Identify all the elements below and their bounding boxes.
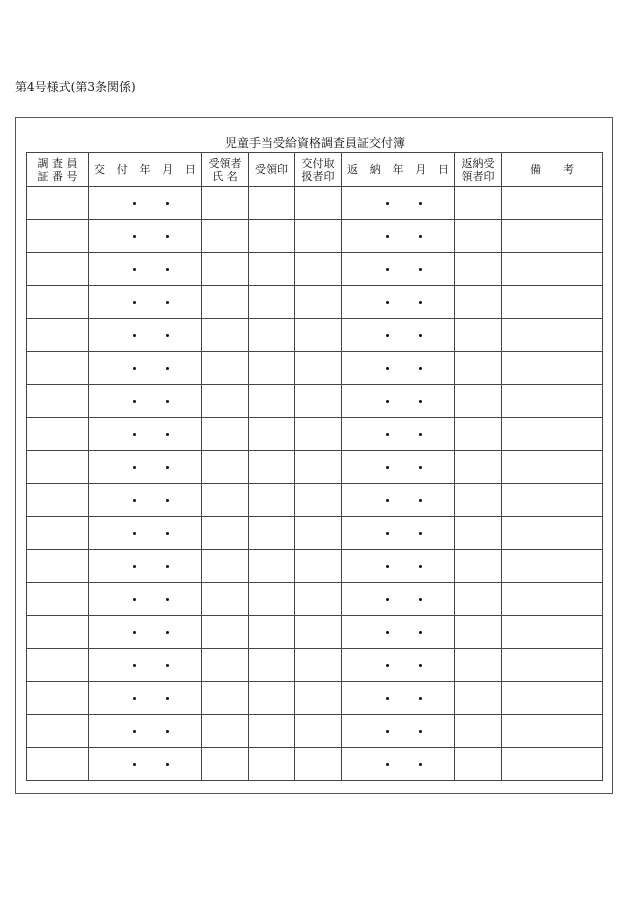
return-date-cell[interactable] (342, 253, 455, 286)
id-number-cell[interactable] (27, 583, 89, 616)
date-separator-dot (419, 532, 422, 535)
date-separator-dot (133, 730, 136, 733)
remarks-cell[interactable] (502, 484, 603, 517)
date-separator-dot (166, 598, 169, 601)
remarks-cell[interactable] (502, 583, 603, 616)
id-number-cell[interactable] (27, 616, 89, 649)
return-receiver-seal-cell[interactable] (455, 451, 502, 484)
return-date-cell[interactable] (342, 418, 455, 451)
date-separator-dot (419, 433, 422, 436)
date-separator-dot (133, 499, 136, 502)
receipt-seal-cell[interactable] (249, 319, 295, 352)
date-separator-dot (386, 565, 389, 568)
date-separator-dot (166, 433, 169, 436)
table-row (27, 286, 603, 319)
date-separator-dot (133, 433, 136, 436)
date-separator-dot (419, 202, 422, 205)
return-date-cell[interactable] (342, 220, 455, 253)
date-separator-dot (386, 301, 389, 304)
recipient-name-cell[interactable] (202, 748, 249, 781)
date-separator-dot (386, 532, 389, 535)
return-date-cell[interactable] (342, 682, 455, 715)
ledger-table (26, 152, 603, 781)
id-number-cell[interactable] (27, 385, 89, 418)
issuer-seal-cell[interactable] (295, 583, 342, 616)
date-separator-dot (419, 301, 422, 304)
receipt-seal-cell[interactable] (249, 451, 295, 484)
remarks-cell[interactable] (502, 616, 603, 649)
return-receiver-seal-cell[interactable] (455, 385, 502, 418)
recipient-name-cell[interactable] (202, 319, 249, 352)
issuer-seal-cell[interactable] (295, 550, 342, 583)
issue-date-cell[interactable] (89, 418, 202, 451)
header-issue-date (89, 153, 202, 187)
table-row (27, 187, 603, 220)
date-separator-dot (419, 763, 422, 766)
recipient-name-cell[interactable] (202, 484, 249, 517)
receipt-seal-cell[interactable] (249, 748, 295, 781)
table-row (27, 253, 603, 286)
issue-date-cell[interactable] (89, 715, 202, 748)
return-date-cell[interactable] (342, 484, 455, 517)
date-separator-dot (386, 598, 389, 601)
remarks-cell[interactable] (502, 550, 603, 583)
issue-date-cell[interactable] (89, 517, 202, 550)
issue-date-cell[interactable] (89, 220, 202, 253)
date-separator-dot (166, 268, 169, 271)
table-row (27, 319, 603, 352)
table-row (27, 616, 603, 649)
return-date-cell[interactable] (342, 187, 455, 220)
date-separator-dot (386, 367, 389, 370)
return-receiver-seal-cell[interactable] (455, 715, 502, 748)
issuer-seal-cell[interactable] (295, 715, 342, 748)
id-number-cell[interactable] (27, 649, 89, 682)
issue-date-cell[interactable] (89, 319, 202, 352)
id-number-cell[interactable] (27, 220, 89, 253)
date-separator-dot (166, 301, 169, 304)
date-separator-dot (166, 664, 169, 667)
date-separator-dot (419, 631, 422, 634)
date-separator-dot (386, 268, 389, 271)
issuer-seal-cell[interactable] (295, 451, 342, 484)
remarks-cell[interactable] (502, 352, 603, 385)
remarks-cell[interactable] (502, 187, 603, 220)
return-date-cell[interactable] (342, 583, 455, 616)
recipient-name-cell[interactable] (202, 451, 249, 484)
remarks-cell[interactable] (502, 649, 603, 682)
date-separator-dot (133, 466, 136, 469)
recipient-name-cell[interactable] (202, 385, 249, 418)
receipt-seal-cell[interactable] (249, 649, 295, 682)
receipt-seal-cell[interactable] (249, 253, 295, 286)
date-separator-dot (419, 598, 422, 601)
return-receiver-seal-cell[interactable] (455, 616, 502, 649)
date-separator-dot (386, 466, 389, 469)
issuer-seal-cell[interactable] (295, 286, 342, 319)
remarks-cell[interactable] (502, 319, 603, 352)
return-receiver-seal-cell[interactable] (455, 286, 502, 319)
return-date-cell[interactable] (342, 286, 455, 319)
date-separator-dot (386, 664, 389, 667)
date-separator-dot (133, 367, 136, 370)
date-separator-dot (419, 334, 422, 337)
date-separator-dot (166, 631, 169, 634)
issuer-seal-cell[interactable] (295, 484, 342, 517)
return-receiver-seal-cell[interactable] (455, 748, 502, 781)
date-separator-dot (419, 499, 422, 502)
issue-date-cell[interactable] (89, 550, 202, 583)
date-separator-dot (133, 235, 136, 238)
date-separator-dot (133, 334, 136, 337)
date-separator-dot (133, 400, 136, 403)
form-title: 児童手当受給資格調査員証交付簿 (224, 136, 405, 150)
issue-date-cell[interactable] (89, 649, 202, 682)
recipient-name-cell[interactable] (202, 616, 249, 649)
date-separator-dot (419, 268, 422, 271)
id-number-cell[interactable] (27, 484, 89, 517)
date-separator-dot (133, 697, 136, 700)
remarks-cell[interactable] (502, 385, 603, 418)
issue-date-cell[interactable] (89, 583, 202, 616)
receipt-seal-cell[interactable] (249, 715, 295, 748)
recipient-name-cell[interactable] (202, 682, 249, 715)
issue-date-cell[interactable] (89, 352, 202, 385)
remarks-cell[interactable] (502, 418, 603, 451)
receipt-seal-cell[interactable] (249, 187, 295, 220)
date-separator-dot (419, 664, 422, 667)
date-separator-dot (133, 664, 136, 667)
receipt-seal-cell[interactable] (249, 616, 295, 649)
issue-date-cell[interactable] (89, 385, 202, 418)
date-separator-dot (386, 400, 389, 403)
date-separator-dot (166, 367, 169, 370)
issuer-seal-cell[interactable] (295, 517, 342, 550)
id-number-cell[interactable] (27, 187, 89, 220)
return-date-cell[interactable] (342, 649, 455, 682)
issuer-seal-cell[interactable] (295, 352, 342, 385)
recipient-name-cell[interactable] (202, 517, 249, 550)
return-receiver-seal-cell[interactable] (455, 352, 502, 385)
date-separator-dot (386, 697, 389, 700)
header-issuer-seal-line1: 交付取 (301, 156, 335, 170)
header-return-date (342, 153, 455, 187)
recipient-name-cell[interactable] (202, 550, 249, 583)
recipient-name-cell[interactable] (202, 418, 249, 451)
recipient-name-cell[interactable] (202, 715, 249, 748)
return-date-cell[interactable] (342, 517, 455, 550)
issuer-seal-cell[interactable] (295, 616, 342, 649)
date-separator-dot (166, 697, 169, 700)
table-row (27, 451, 603, 484)
issuer-seal-cell[interactable] (295, 418, 342, 451)
return-receiver-seal-cell[interactable] (455, 253, 502, 286)
issue-date-cell[interactable] (89, 451, 202, 484)
header-return-receiver-seal-line2: 領者印 (461, 169, 495, 183)
remarks-cell[interactable] (502, 286, 603, 319)
header-recipient-name-line2: 氏 名 (212, 169, 238, 183)
id-number-cell[interactable] (27, 286, 89, 319)
issuer-seal-cell[interactable] (295, 319, 342, 352)
issuer-seal-cell[interactable] (295, 220, 342, 253)
date-separator-dot (133, 202, 136, 205)
header-receipt-seal-label: 受領印 (255, 163, 288, 176)
issuer-seal-cell[interactable] (295, 682, 342, 715)
date-separator-dot (166, 565, 169, 568)
header-recipient-name-line1: 受領者 (208, 156, 242, 170)
remarks-cell[interactable] (502, 451, 603, 484)
receipt-seal-cell[interactable] (249, 484, 295, 517)
date-separator-dot (166, 499, 169, 502)
issue-date-cell[interactable] (89, 748, 202, 781)
issue-date-cell[interactable] (89, 253, 202, 286)
date-separator-dot (419, 400, 422, 403)
id-number-cell[interactable] (27, 682, 89, 715)
recipient-name-cell[interactable] (202, 187, 249, 220)
remarks-cell[interactable] (502, 517, 603, 550)
ledger-body (27, 187, 603, 781)
id-number-cell[interactable] (27, 451, 89, 484)
table-row (27, 583, 603, 616)
header-row (27, 153, 603, 187)
recipient-name-cell[interactable] (202, 253, 249, 286)
id-number-cell[interactable] (27, 253, 89, 286)
date-separator-dot (133, 532, 136, 535)
date-separator-dot (166, 466, 169, 469)
header-return-receiver-seal-line1: 返納受 (461, 156, 495, 170)
table-row (27, 715, 603, 748)
date-separator-dot (133, 763, 136, 766)
date-separator-dot (166, 763, 169, 766)
date-separator-dot (133, 268, 136, 271)
date-separator-dot (386, 334, 389, 337)
issue-date-cell[interactable] (89, 682, 202, 715)
remarks-cell[interactable] (502, 253, 603, 286)
date-separator-dot (166, 532, 169, 535)
date-separator-dot (166, 235, 169, 238)
date-separator-dot (133, 565, 136, 568)
header-remarks-label: 備 考 (530, 163, 574, 176)
id-number-cell[interactable] (27, 550, 89, 583)
table-row (27, 682, 603, 715)
date-separator-dot (386, 730, 389, 733)
return-date-cell[interactable] (342, 451, 455, 484)
return-receiver-seal-cell[interactable] (455, 550, 502, 583)
header-return-date-label: 返 納 年 月 日 (347, 163, 449, 176)
recipient-name-cell[interactable] (202, 352, 249, 385)
return-receiver-seal-cell[interactable] (455, 682, 502, 715)
header-id-number (27, 153, 89, 187)
table-row (27, 385, 603, 418)
date-separator-dot (419, 697, 422, 700)
issue-date-cell[interactable] (89, 484, 202, 517)
table-row (27, 550, 603, 583)
date-separator-dot (419, 367, 422, 370)
date-separator-dot (419, 466, 422, 469)
receipt-seal-cell[interactable] (249, 517, 295, 550)
recipient-name-cell[interactable] (202, 220, 249, 253)
date-separator-dot (386, 631, 389, 634)
receipt-seal-cell[interactable] (249, 550, 295, 583)
table-row (27, 418, 603, 451)
date-separator-dot (386, 499, 389, 502)
date-separator-dot (166, 730, 169, 733)
id-number-cell[interactable] (27, 517, 89, 550)
remarks-cell[interactable] (502, 220, 603, 253)
date-separator-dot (386, 763, 389, 766)
date-separator-dot (166, 400, 169, 403)
return-date-cell[interactable] (342, 715, 455, 748)
table-row (27, 517, 603, 550)
header-return-receiver-seal (455, 153, 502, 187)
date-separator-dot (386, 433, 389, 436)
issue-date-cell[interactable] (89, 616, 202, 649)
return-receiver-seal-cell[interactable] (455, 517, 502, 550)
receipt-seal-cell[interactable] (249, 418, 295, 451)
form-label: 第4号様式(第3条関係) (15, 80, 136, 94)
header-issue-date-label: 交 付 年 月 日 (94, 163, 196, 176)
recipient-name-cell[interactable] (202, 649, 249, 682)
date-separator-dot (133, 631, 136, 634)
issuer-seal-cell[interactable] (295, 649, 342, 682)
receipt-seal-cell[interactable] (249, 286, 295, 319)
receipt-seal-cell[interactable] (249, 682, 295, 715)
table-row (27, 352, 603, 385)
return-receiver-seal-cell[interactable] (455, 649, 502, 682)
issuer-seal-cell[interactable] (295, 187, 342, 220)
date-separator-dot (419, 235, 422, 238)
return-receiver-seal-cell[interactable] (455, 484, 502, 517)
remarks-cell[interactable] (502, 748, 603, 781)
id-number-cell[interactable] (27, 748, 89, 781)
id-number-cell[interactable] (27, 418, 89, 451)
recipient-name-cell[interactable] (202, 286, 249, 319)
issuer-seal-cell[interactable] (295, 385, 342, 418)
header-recipient-name (202, 153, 249, 187)
id-number-cell[interactable] (27, 715, 89, 748)
header-id-number-line2: 証 番 号 (37, 169, 78, 183)
table-row (27, 649, 603, 682)
date-separator-dot (419, 730, 422, 733)
header-issuer-seal (295, 153, 342, 187)
return-receiver-seal-cell[interactable] (455, 418, 502, 451)
id-number-cell[interactable] (27, 319, 89, 352)
table-row (27, 484, 603, 517)
header-id-number-line1: 調 査 員 (37, 156, 78, 170)
remarks-cell[interactable] (502, 715, 603, 748)
return-receiver-seal-cell[interactable] (455, 583, 502, 616)
return-receiver-seal-cell[interactable] (455, 319, 502, 352)
table-row (27, 220, 603, 253)
receipt-seal-cell[interactable] (249, 352, 295, 385)
date-separator-dot (133, 301, 136, 304)
date-separator-dot (386, 202, 389, 205)
date-separator-dot (419, 565, 422, 568)
return-date-cell[interactable] (342, 550, 455, 583)
receipt-seal-cell[interactable] (249, 583, 295, 616)
header-remarks (502, 153, 603, 187)
recipient-name-cell[interactable] (202, 583, 249, 616)
return-date-cell[interactable] (342, 352, 455, 385)
date-separator-dot (386, 235, 389, 238)
issuer-seal-cell[interactable] (295, 748, 342, 781)
issue-date-cell[interactable] (89, 286, 202, 319)
receipt-seal-cell[interactable] (249, 220, 295, 253)
date-separator-dot (133, 598, 136, 601)
date-separator-dot (166, 334, 169, 337)
date-separator-dot (166, 202, 169, 205)
id-number-cell[interactable] (27, 352, 89, 385)
remarks-cell[interactable] (502, 682, 603, 715)
table-row (27, 748, 603, 781)
return-receiver-seal-cell[interactable] (455, 187, 502, 220)
header-issuer-seal-line2: 扱者印 (301, 169, 335, 183)
return-date-cell[interactable] (342, 616, 455, 649)
return-date-cell[interactable] (342, 748, 455, 781)
issuer-seal-cell[interactable] (295, 253, 342, 286)
issue-date-cell[interactable] (89, 187, 202, 220)
return-date-cell[interactable] (342, 385, 455, 418)
receipt-seal-cell[interactable] (249, 385, 295, 418)
return-receiver-seal-cell[interactable] (455, 220, 502, 253)
return-date-cell[interactable] (342, 319, 455, 352)
header-receipt-seal (249, 153, 295, 187)
